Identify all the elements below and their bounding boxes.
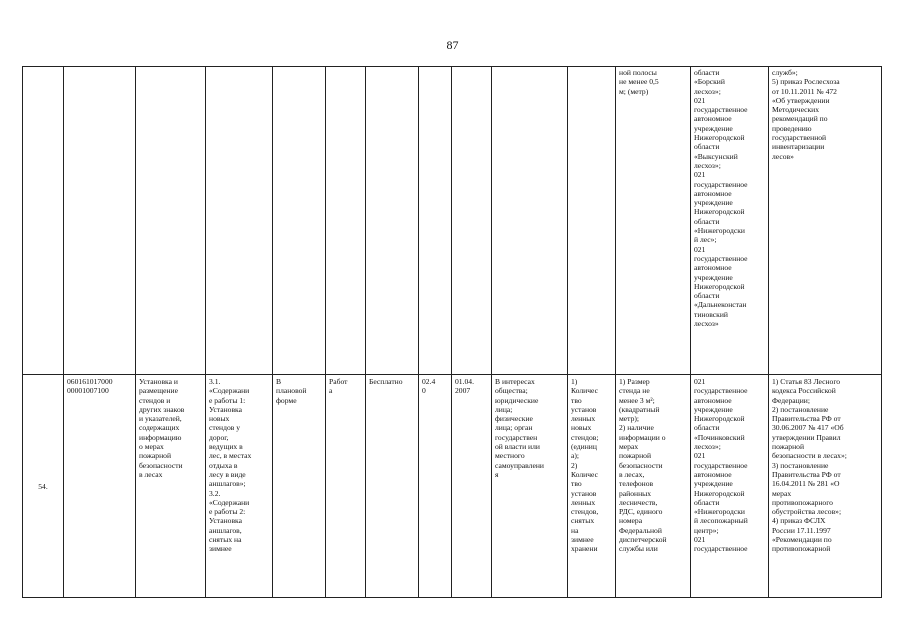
cell-basis-continued: служб»; 5) приказ Рослесхоза от 10.11.2011 № 472 «Об утверждении Методических рекомендаций по проведению государственной инвентаризации лесов»: [772, 68, 840, 161]
cell-institutions-continued: области «Борский лесхоз»; 021 государственное автономное учреждение Нижегородской области «Выксунский лесхоз»; 021 государственное автономное учреждение Нижегородской области «Нижегородски й лес»; 021 государственное автономное учреждение Нижегородской области «Дальнеконстан тиновский лесхоз»: [694, 68, 748, 329]
page-number: 87: [446, 38, 459, 52]
cell-volume-indicators: 1) Количес тво установ ленных новых стендов; (единиц а); 2) Количес тво установ ленных стендов, снятых на зимнее хранени: [571, 377, 599, 554]
cell-registry-code: 060161017000 00001007100: [67, 377, 113, 396]
cell-row-number: 54.: [38, 482, 48, 491]
col-border: [135, 66, 136, 598]
col-border: [615, 66, 616, 598]
cell-institutions: 021 государственное автономное учреждение Нижегородской области «Починковский лесхоз»; 021 государственное автономное учреждение Нижегородской области «Нижегородски й лесопожарный центр»; 021 государственное: [694, 377, 748, 554]
col-border: [690, 66, 691, 598]
col-border: [22, 66, 23, 598]
col-border: [418, 66, 419, 598]
col-border: [491, 66, 492, 598]
cell-form: В плановой форме: [276, 377, 307, 405]
col-border: [325, 66, 326, 598]
col-border: [63, 66, 64, 598]
col-border: [205, 66, 206, 598]
cell-type: Работ а: [329, 377, 348, 396]
cell-work-content: 3.1. «Содержани е работы 1: Установка новых стендов у дорог, ведущих в лес, в местах отдыха в лесу в виде аншлагов»; 3.2. «Содержани е работы 2: Установка аншлагов, снятых на зимнее: [209, 377, 252, 554]
cell-date: 01.04. 2007: [455, 377, 474, 396]
row-divider: [22, 374, 882, 375]
col-border: [451, 66, 452, 598]
cell-okved: 02.4 0: [422, 377, 436, 396]
cell-consumers: В интересах общества; юридические лица; физические лица; орган государствен ой власти или местного самоуправлени я: [495, 377, 544, 479]
col-border: [567, 66, 568, 598]
col-border: [881, 66, 882, 598]
table-bottom-border: [22, 597, 882, 598]
col-border: [365, 66, 366, 598]
cell-paid: Бесплатно: [369, 377, 403, 386]
col-border: [272, 66, 273, 598]
table-top-border: [22, 66, 882, 67]
col-border: [768, 66, 769, 598]
cell-quality-indicators: 1) Размер стенда не менее 3 м²; (квадратный метр); 2) наличие информации о мерах пожарной безопасности в лесах, телефонов районных лесничеств, РДС, единого номера Федеральной диспетчерской службы или: [619, 377, 667, 554]
cell-legal-basis: 1) Статья 83 Лесного кодекса Российской Федерации; 2) постановление Правительства РФ от 30.06.2007 № 417 «Об утверждении Правил пожарной безопасности в лесах»; 3) постановление Правительства РФ от 16.04.2011 № 281 «О мерах противопожарного обустройства лесов»; 4) приказ ФСЛХ России 17.11.1997 «Рекомендации по противопожарной: [772, 377, 847, 554]
cell-work-name: Установка и размещение стендов и других знаков и указателей, содержащих информацию о мерах пожарной безопасности в лесах: [139, 377, 185, 479]
cell-quality-continued: ной полосы не менее 0,5 м; (метр): [619, 68, 659, 96]
